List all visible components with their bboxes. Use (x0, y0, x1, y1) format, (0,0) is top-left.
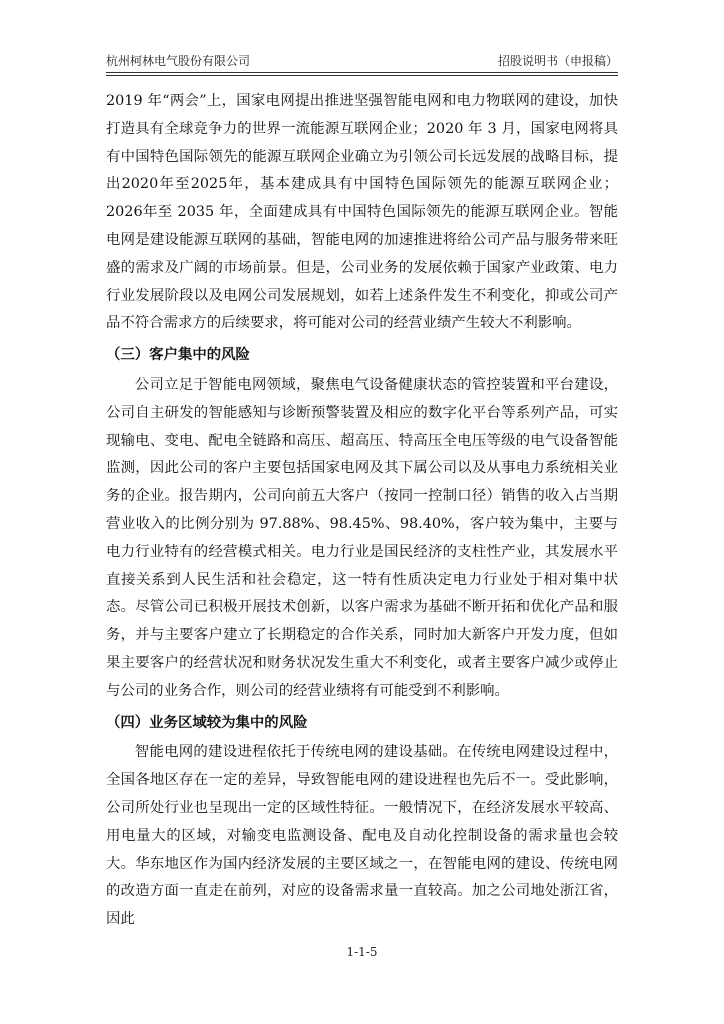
header-divider (106, 72, 618, 73)
page-header (106, 52, 618, 70)
page-content (106, 88, 618, 934)
paragraph-regional-concentration: 智能电网的建设进程依托于传统电网的建设基础。在传统电网建设过程中，全国各地区存在一定的差异，导致智能电网的建设进程也先后不一。受此影响，公司所处行业也呈现出一定的区域性特征。一般情况下，在经济发展水平较高、用电量大的区域，对输变电监测设备、配电及自动化控制设备的需求量也会较大。华东地区作为国内经济发展的主要区域之一，在智能电网的建设、传统电网的改造方面一直走在前列，对应的设备需求量一直较高。加之公司地处浙江省，因此 (106, 744, 618, 928)
paragraph-smart-grid-policy: 2019 年“两会”上，国家电网提出推进坚强智能电网和电力物联网的建设，加快打造具有全球竞争力的世界一流能源互联网企业；2020 年 3 月，国家电网将具有中国特色国际领先的能源互联网企业确立为引领公司长远发展的战略目标，提出2020年至2025年，基本建成具有中国特色国际领先的能源互联网企业；2026年至 2035 年，全面建成具有中国特色国际领先的能源互联网企业。智能电网是建设能源互联网的基础，智能电网的加速推进将给公司产品与服务带来旺盛的需求及广阔的市场前景。但是，公司业务的发展依赖于国家产业政策、电力行业发展阶段以及电网公司发展规划，如若上述条件发生不利变化，抑或公司产品不符合需求方的后续要求，将可能对公司的经营业绩产生较大不利影响。 (106, 93, 618, 332)
paragraph-customer-concentration: 公司立足于智能电网领域，聚焦电气设备健康状态的管控装置和平台建设，公司自主研发的智能感知与诊断预警装置及相应的数字化平台等系列产品，可实现输电、变电、配电全链路和高压、超高压、特高压全电压等级的电气设备智能监测，因此公司的客户主要包括国家电网及其下属公司以及从事电力系统相关业务的企业。报告期内，公司向前五大客户（按同一控制口径）销售的收入占当期营业收入的比例分别为 97.88%、98.45%、98.40%，客户较为集中，主要与电力行业特有的经营模式相关。电力行业是国民经济的支柱性产业，其发展水平直接关系到人民生活和社会稳定，这一特有性质决定电力行业处于相对集中状态。尽管公司已积极开展技术创新，以客户需求为基础不断开拓和优化产品和服务，并与主要客户建立了长期稳定的合作关系，同时加大新客户开发力度，但如果主要客户的经营状况和财务状况发生重大不利变化，或者主要客户减少或停止与公司的业务合作，则公司的经营业绩将有可能受到不利影响。 (106, 376, 618, 699)
page-number: 1-1-5 (346, 945, 378, 959)
company-name: 杭州柯林电气股份有限公司 (106, 54, 251, 68)
section-heading-regional-concentration: （四）业务区域较为集中的风险 (106, 714, 308, 731)
section-heading-customer-concentration: （三）客户集中的风险 (106, 347, 250, 364)
document-title: 招股说明书（申报稿） (497, 54, 618, 68)
header-divider-secondary (106, 75, 618, 76)
